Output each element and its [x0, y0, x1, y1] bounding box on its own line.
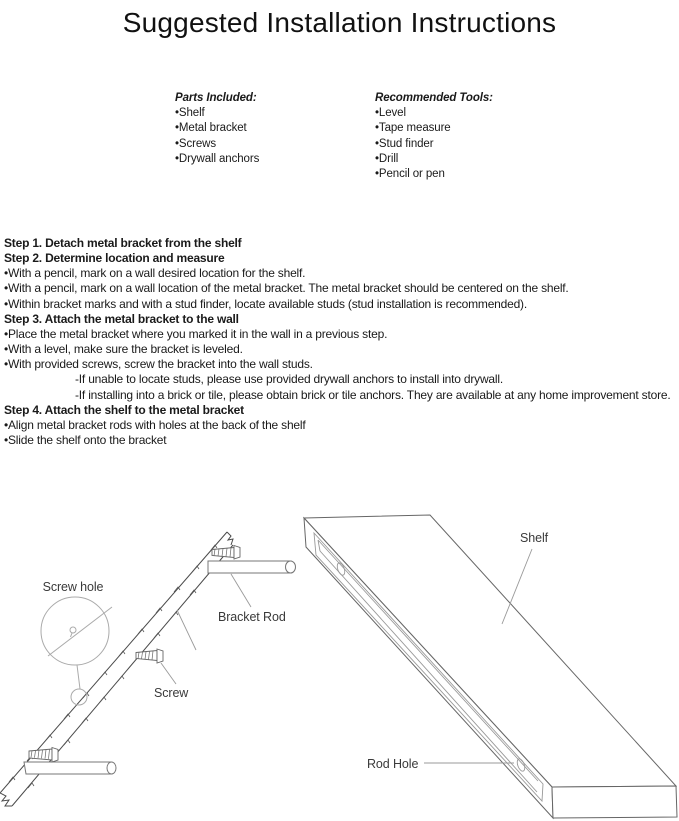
screw-top-icon — [212, 546, 240, 560]
installation-steps — [4, 236, 677, 448]
magnifier-circle — [41, 597, 109, 665]
list-item: •Pencil or pen — [375, 168, 445, 181]
bracket-bottom-end — [0, 793, 12, 806]
step-heading: Step 1. Detach metal bracket from the shelf — [4, 236, 242, 250]
list-item: •Screws — [175, 137, 217, 150]
step-bullet: •With a pencil, mark on a wall desired location for the shelf. — [4, 266, 306, 281]
step-bullet: •With a level, make sure the bracket is leveled. — [4, 342, 243, 357]
screw-bottom-icon — [29, 748, 58, 763]
rod-end-cap — [286, 561, 296, 573]
tools-heading: Recommended Tools: — [375, 92, 493, 104]
bracket-leader-line — [177, 610, 196, 650]
bracket-top-end — [227, 532, 233, 545]
step-bullet: •Within bracket marks and with a stud finder, locate available studs (stud installation is recommended). — [4, 296, 527, 311]
screw-hole-detail — [70, 627, 76, 633]
page-title: Suggested Installation Instructions — [122, 7, 557, 38]
list-item: •Level — [375, 107, 406, 120]
shelf-figure — [304, 515, 677, 818]
step-bullet: •With a pencil, mark on a wall location of the metal bracket. The metal bracket should be centered on the shelf. — [4, 281, 569, 296]
bracket-leader-lines — [161, 574, 251, 684]
shelf-front-face — [552, 786, 677, 818]
step-heading: Step 2. Determine location and measure — [4, 251, 225, 266]
list-item: •Drill — [375, 152, 399, 165]
screw-leader-line — [161, 663, 176, 684]
step-heading: Step 3. Attach the metal bracket to the wall — [4, 311, 239, 326]
step-sub-note: -If installing into a brick or tile, please obtain brick or tile anchors. They are available at any home improvement store. — [75, 387, 671, 402]
list-item: •Drywall anchors — [175, 152, 260, 165]
list-item: •Tape measure — [375, 122, 451, 135]
shelf-label: Shelf — [520, 531, 548, 545]
rod-end-cap — [107, 762, 116, 774]
step-bullet: •Slide the shelf onto the bracket — [4, 433, 167, 448]
recommended-tools-list — [375, 91, 493, 182]
step-sub-note: -If unable to locate studs, please use provided drywall anchors to install into drywall. — [75, 372, 503, 387]
list-item: •Stud finder — [375, 137, 434, 150]
step-bullet: •With provided screws, screw the bracket into the wall studs. — [4, 357, 313, 372]
screw-hole-magnifier — [41, 597, 112, 705]
rod-hole-label: Rod Hole — [367, 757, 419, 771]
step-bullet: •Place the metal bracket where you marked it in the wall in a previous step. — [4, 326, 388, 341]
screw-hole-label: Screw hole — [42, 580, 104, 594]
bracket-rod-bottom — [24, 762, 116, 774]
step-bullet: •Align metal bracket rods with holes at the back of the shelf — [4, 417, 306, 432]
step-heading: Step 4. Attach the shelf to the metal bracket — [4, 402, 244, 417]
bracket-rod-label: Bracket Rod — [218, 610, 286, 624]
screw-middle-icon — [136, 649, 163, 663]
screw-label: Screw — [154, 686, 189, 700]
diagram-canvas — [0, 480, 679, 821]
magnifier-leader-line — [77, 665, 80, 689]
bracket-rod-top — [208, 561, 296, 573]
installation-diagram — [0, 480, 679, 821]
bracket-rod-leader-line — [231, 574, 251, 607]
list-item: •Metal bracket — [175, 122, 247, 135]
parts-heading: Parts Included: — [175, 92, 257, 104]
parts-included-list — [175, 91, 259, 167]
list-item: •Shelf — [175, 107, 205, 120]
